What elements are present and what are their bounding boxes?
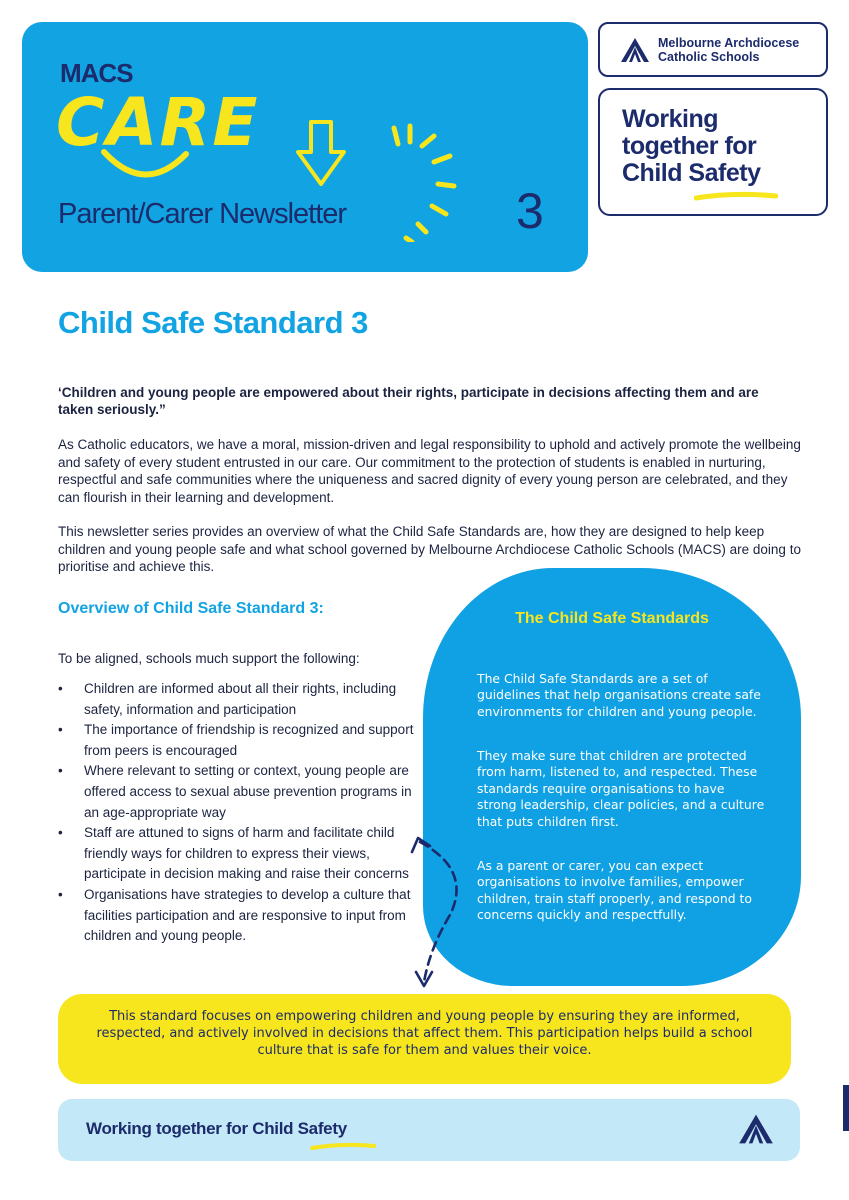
macs-mark-icon [738,1113,774,1145]
list-item: • Staff are attuned to signs of harm and facilitate child friendly ways for children to express their views, participate in decision making and raise their concerns [58,823,418,885]
tagline-box [598,88,828,216]
standards-callout [423,568,801,986]
underline-swash-icon [310,1141,376,1151]
standards-paragraph-1: The Child Safe Standards are a set of guidelines that help organisations create safe environments for children and young people. [477,671,761,719]
intro-paragraph-1: As Catholic educators, we have a moral, mission-driven and legal responsibility to uphold and actively promote the wellbeing and safety of every student entrusted in our care. Our commitment to the protection of students is enabled in nurturing, respectful and safe communities where the uniqueness and sacred dignity of every young person are celebrated, and they can flourish in their learning and development. [58,437,801,505]
care-logo-word: CARE [56,84,260,161]
sparkle-icon [382,122,472,242]
standards-title: The Child Safe Standards [515,610,709,627]
org-name-line2: Catholic Schools [658,49,760,64]
list-item: • Where relevant to setting or context, young people are offered access to sexual abuse prevention programs in an age-appropriate way [58,761,418,823]
org-logo-box [598,22,828,77]
footer-bar [58,1099,800,1161]
macs-mark-icon [620,37,650,63]
summary-text: This standard focuses on empowering children and young people by ensuring they are informed, respected, and actively involved in decisions that affect them. This participation helps build a school culture that is safe for them and values their voice. [96,1009,753,1058]
tagline-line2: together for [622,132,757,160]
standard-quote: ‘Children and young people are empowered about their rights, participate in decisions affecting them and are taken seriously.” [58,385,759,417]
smile-icon [100,146,190,186]
underline-swash-icon [694,190,778,202]
tagline-line1: Working [622,105,719,133]
page-title: Child Safe Standard 3 [58,305,368,340]
list-item: • Organisations have strategies to develop a culture that facilities participation and are responsive to input from children and young people. [58,885,418,947]
standards-paragraph-2: They make sure that children are protected from harm, listened to, and respected. These standards require organisations to have strong leadership, clear policies, and a culture that puts children first. [477,748,765,829]
footer-tagline: Working together for Child Safety [86,1119,347,1138]
edge-marker [843,1085,849,1131]
summary-box [58,994,791,1084]
list-item: • The importance of friendship is recognized and support from peers is encouraged [58,720,418,761]
list-item: • Children are informed about all their rights, including safety, information and participation [58,679,418,720]
down-arrow-icon [294,118,348,192]
dashed-arrow-icon [402,830,472,990]
header-panel [22,22,588,272]
org-name-line1: Melbourne Archdiocese [658,35,800,50]
overview-list [58,679,418,947]
intro-paragraph-2: This newsletter series provides an overview of what the Child Safe Standards are, how they are designed to help keep children and young people safe and what school governed by Melbourne Archdiocese Catholic Schools (MACS) are doing to prioritise and achieve this. [58,524,801,574]
overview-heading: Overview of Child Safe Standard 3: [58,600,324,617]
newsletter-title: Parent/Carer Newsletter [58,198,347,230]
issue-number: 3 [516,183,544,239]
overview-lead: To be aligned, schools much support the following: [58,651,360,666]
tagline-line3: Child Safety [622,159,761,187]
org-name [658,36,808,64]
standards-paragraph-3: As a parent or carer, you can expect organisations to involve families, empower children, train staff properly, and respond to concerns quickly and respectfully. [477,858,752,923]
tagline-text [622,106,812,187]
macs-logo: MACS [60,58,133,88]
